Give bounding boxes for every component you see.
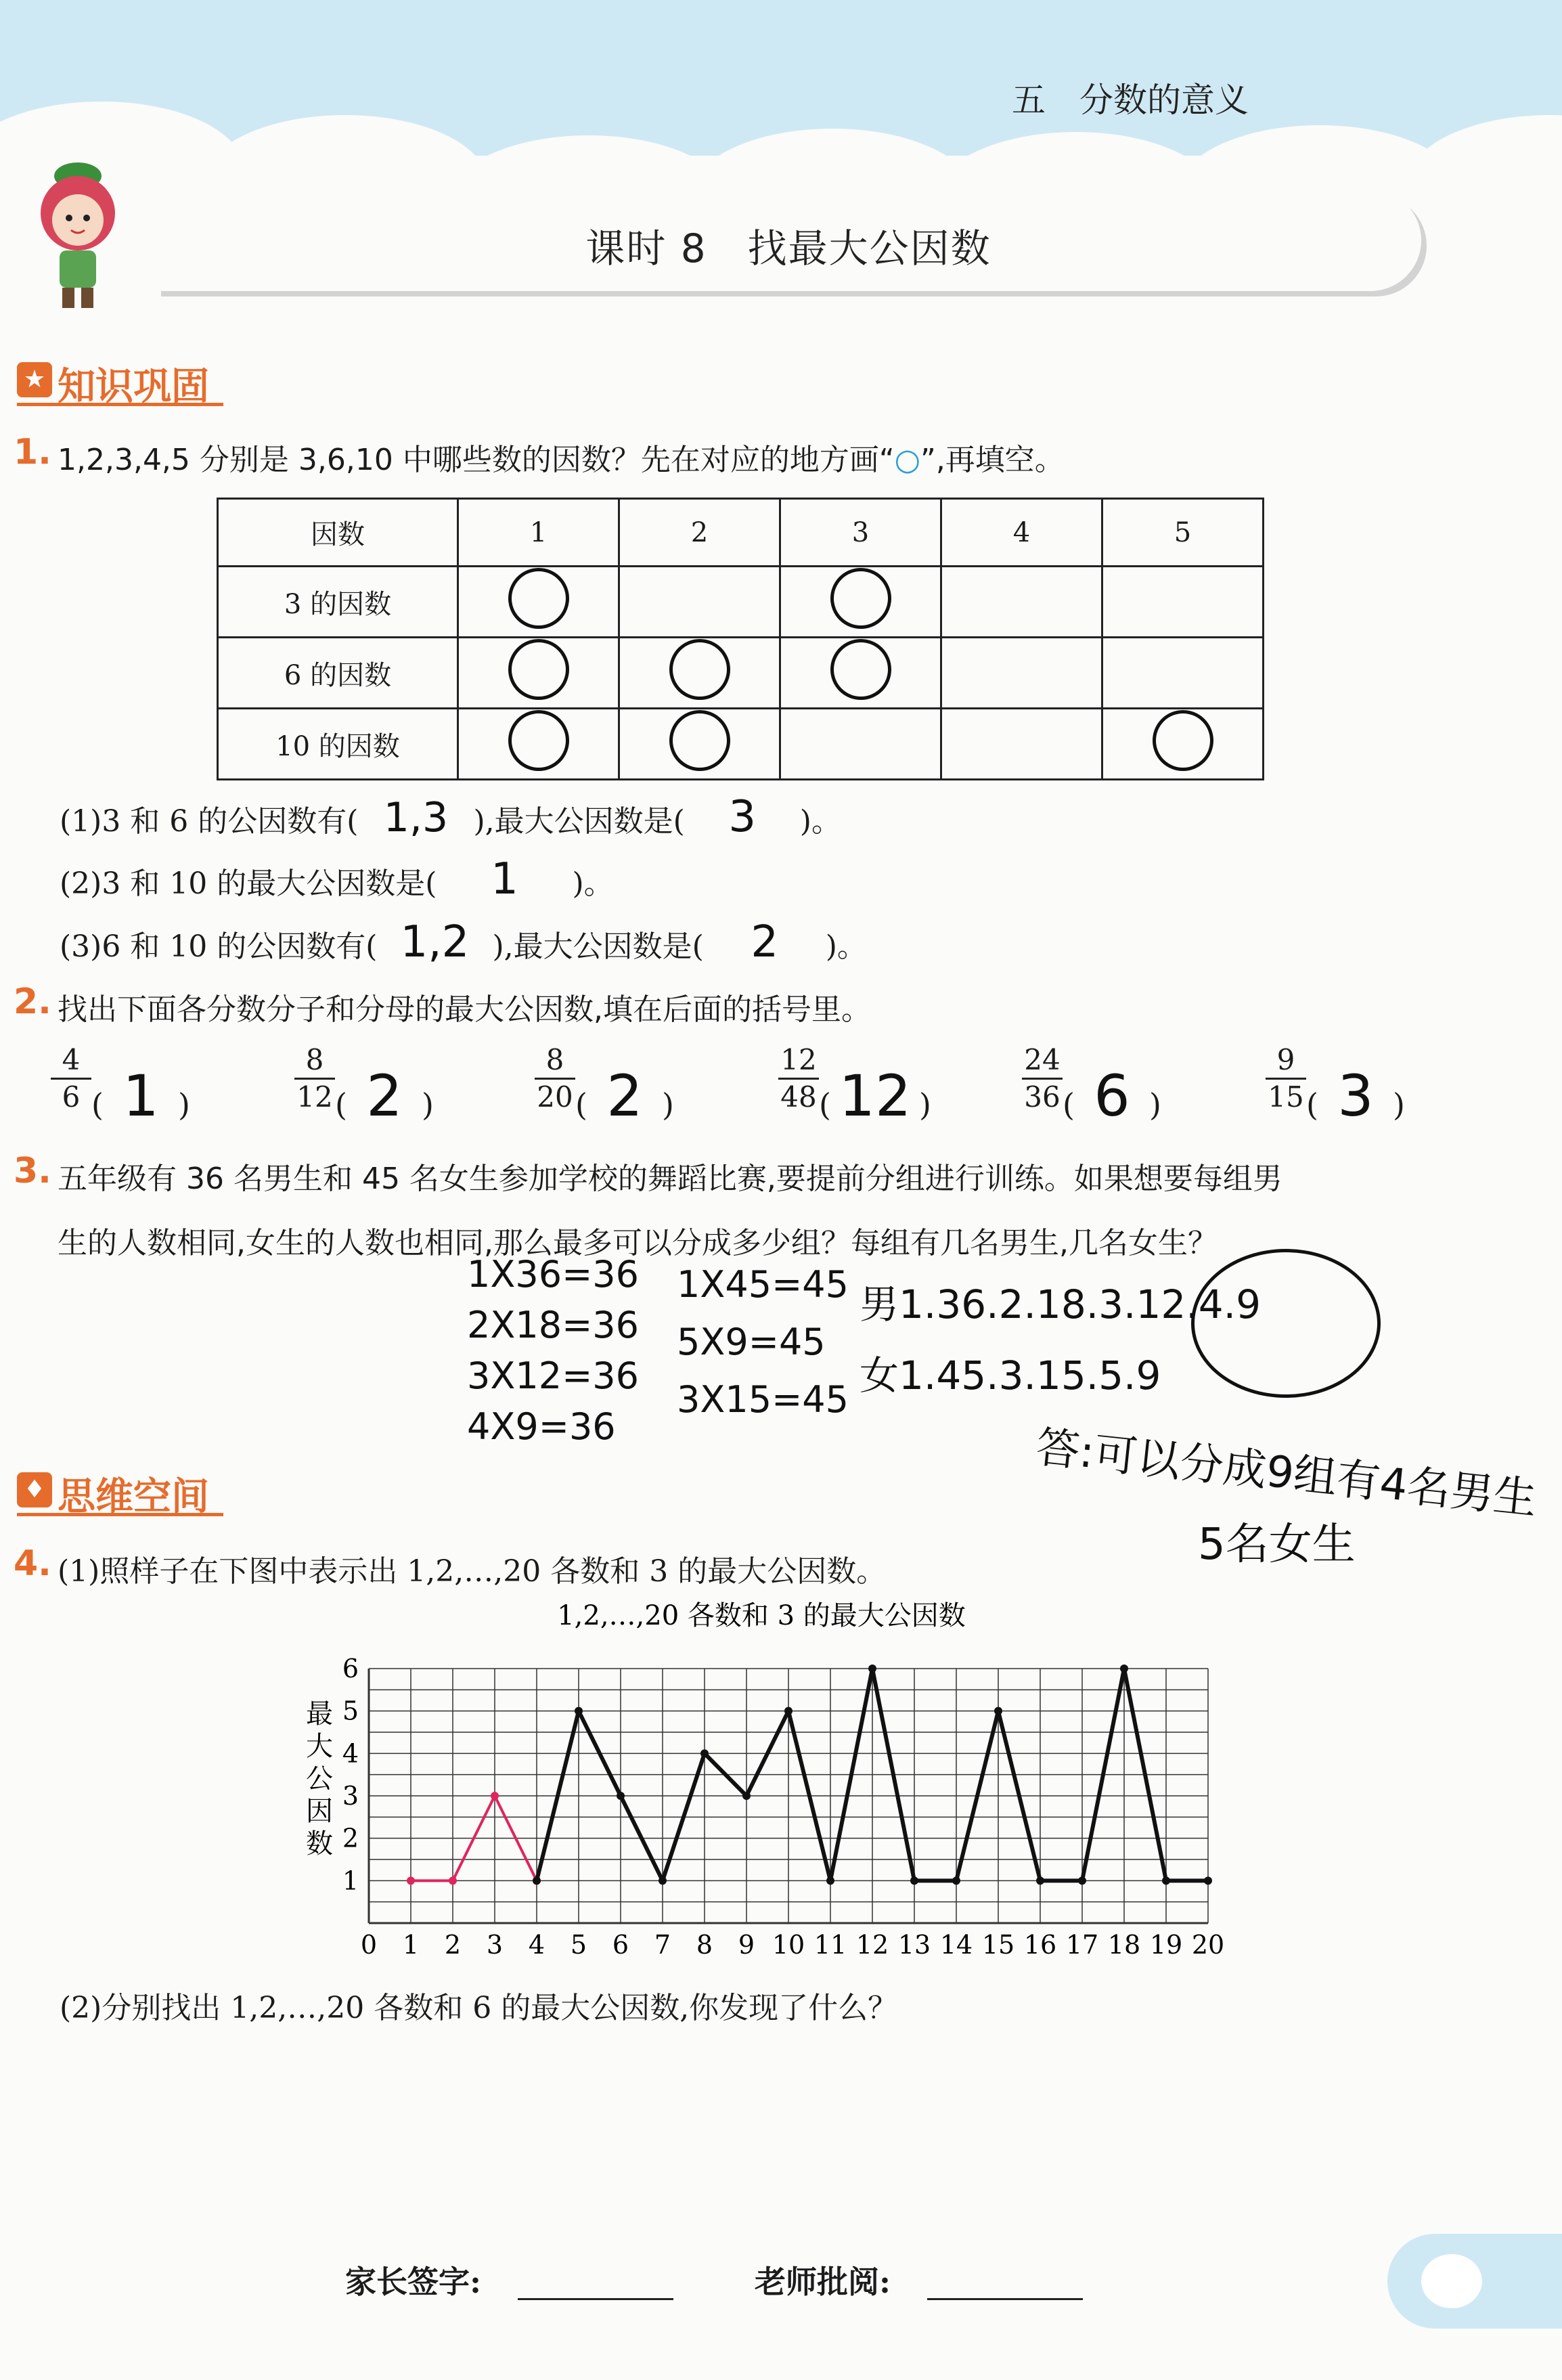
gcd-line-chart (271, 1591, 1252, 1977)
teacher-review-line[interactable] (927, 2298, 1083, 2300)
question-text-tail: ”,再填空。 (920, 443, 1065, 477)
answer-paren: ( 6 ) (1063, 1063, 1161, 1129)
data-point (491, 1792, 499, 1800)
table-header-cell: 2 (619, 499, 780, 567)
y-axis-label-char: 最 (306, 1698, 333, 1729)
circle-mark (508, 568, 569, 629)
x-tick-label: 8 (696, 1930, 713, 1960)
section-tag-knowledge (17, 355, 223, 409)
work-line: 1X45=45 (677, 1263, 849, 1306)
fraction (294, 1042, 335, 1115)
mark-cell[interactable] (619, 567, 780, 638)
table-header-row (218, 499, 1264, 567)
mark-cell[interactable] (619, 638, 780, 709)
table-row (218, 567, 1264, 638)
work-line: 2X18=36 (467, 1304, 640, 1346)
circle-mark (669, 639, 730, 700)
mark-cell[interactable] (780, 567, 941, 638)
handwritten-answer[interactable]: 1,2 (400, 917, 470, 967)
handwritten-answer[interactable]: 2 (366, 1063, 403, 1129)
y-tick-label: 3 (342, 1781, 359, 1811)
table-header-cell: 因数 (218, 499, 458, 567)
y-tick-label: 4 (342, 1738, 359, 1769)
mascot-icon (27, 156, 129, 311)
question-number: 1. (14, 432, 51, 472)
sub-text: ),最大公因数是( (492, 929, 704, 964)
question-text-line2: 生的人数相同,女生的人数也相同,那么最多可以分成多少组？每组有几名男生,几名女生？ (58, 1226, 1218, 1260)
handwritten-answer-line1[interactable]: 答:可以分成9组有4名男生 (1033, 1422, 1540, 1525)
circle-mark (1153, 710, 1213, 771)
work-line: 4X9=36 (467, 1405, 616, 1448)
answer-paren: ( 2 ) (335, 1063, 434, 1129)
mark-cell[interactable] (458, 567, 619, 638)
numerator: 8 (294, 1042, 335, 1080)
page-dot (1421, 2254, 1482, 2308)
section-tag-thinking (17, 1466, 223, 1519)
y-tick-label: 1 (342, 1866, 359, 1896)
data-point (994, 1707, 1002, 1715)
handwritten-answer[interactable]: 2 (606, 1063, 643, 1129)
handwritten-work-girls (677, 1256, 849, 1428)
denominator: 36 (1024, 1080, 1061, 1114)
x-tick-label: 7 (654, 1930, 671, 1960)
data-point (575, 1707, 583, 1715)
table-header-cell: 4 (941, 499, 1102, 567)
fraction (535, 1042, 575, 1115)
circle-mark (508, 639, 569, 700)
star-icon: ★ (17, 362, 52, 397)
question-text (58, 435, 1065, 479)
data-point (910, 1876, 918, 1885)
numerator: 12 (778, 1042, 819, 1080)
unit-title: 五 分数的意义 (1012, 81, 1249, 120)
y-axis-label-char: 大 (306, 1731, 333, 1762)
circle-symbol: ○ (894, 443, 921, 477)
mark-cell[interactable] (1102, 567, 1264, 638)
x-tick-label: 18 (1107, 1930, 1141, 1960)
data-point (617, 1792, 625, 1800)
y-axis-label-char: 因 (306, 1796, 333, 1827)
x-tick-label: 5 (570, 1930, 587, 1960)
x-tick-label: 2 (444, 1930, 462, 1960)
mark-cell[interactable] (780, 709, 941, 780)
question-number: 4. (14, 1543, 51, 1584)
data-point (1162, 1876, 1170, 1885)
lesson-title-bar (156, 190, 1421, 291)
sub-text: (2)3 和 10 的最大公因数是( (60, 866, 437, 901)
denominator: 20 (537, 1080, 573, 1114)
data-point (952, 1876, 960, 1885)
sub-text: ),最大公因数是( (473, 804, 685, 839)
x-tick-label: 10 (772, 1930, 805, 1960)
sub-question-1 (60, 792, 841, 842)
y-axis-label-char: 数 (306, 1828, 333, 1859)
numerator: 4 (51, 1042, 91, 1080)
data-point (1120, 1665, 1128, 1673)
x-tick-label: 6 (612, 1930, 629, 1960)
fraction (1266, 1042, 1306, 1115)
y-axis-label-char: 公 (306, 1763, 333, 1794)
question-text-main: 1,2,3,4,5 分别是 3,6,10 中哪些数的因数？先在对应的地方画“ (58, 443, 895, 477)
x-tick-label: 12 (855, 1930, 889, 1960)
handwritten-girls-factors: 女1.45.3.15.5.9 (860, 1352, 1161, 1398)
denominator: 6 (62, 1080, 81, 1114)
work-line: 3X12=36 (467, 1354, 640, 1397)
parent-sign-label: 家长签字: (345, 2264, 481, 2300)
mark-cell[interactable] (941, 638, 1102, 709)
answer-paren: ( 3 ) (1306, 1063, 1405, 1129)
numerator: 24 (1022, 1042, 1063, 1080)
sub-text: )。 (799, 804, 841, 839)
denominator: 15 (1268, 1080, 1304, 1114)
mark-cell[interactable] (941, 567, 1102, 638)
table-row (218, 709, 1264, 780)
table-header-cell: 5 (1102, 499, 1264, 567)
sub-question-1: (1)照样子在下图中表示出 1,2,…,20 各数和 3 的最大公因数。 (58, 1554, 887, 1589)
answer-paren: ( 1 ) (91, 1063, 190, 1129)
handwritten-answer[interactable]: 2 (751, 917, 779, 967)
x-tick-label: 4 (528, 1930, 545, 1960)
sub-question-2: (2)分别找出 1,2,…,20 各数和 6 的最大公因数,你发现了什么？ (60, 1991, 898, 2025)
mark-cell[interactable] (458, 709, 619, 780)
work-line: 1X36=36 (467, 1253, 640, 1296)
sub-text: )。 (572, 866, 614, 901)
sub-text: )。 (825, 929, 867, 964)
mark-cell[interactable] (780, 638, 941, 709)
factor-table (217, 498, 1264, 780)
y-tick-label: 6 (342, 1654, 359, 1683)
fraction (778, 1042, 819, 1115)
data-point (407, 1876, 415, 1885)
sub-question-2 (60, 854, 614, 904)
numerator: 8 (535, 1042, 575, 1080)
handwritten-answer[interactable]: 1 (122, 1063, 159, 1129)
x-tick-label: 9 (738, 1930, 755, 1960)
row-label: 6 的因数 (218, 638, 458, 709)
handwritten-boys-factors: 男1.36.2.18.3.12.4.9 (860, 1281, 1261, 1327)
sub-question-3 (60, 917, 867, 967)
handwritten-answer[interactable]: 1 (491, 854, 518, 904)
mark-cell[interactable] (1102, 709, 1264, 780)
circle-mark (830, 568, 891, 629)
mark-cell[interactable] (619, 709, 780, 780)
x-tick-label: 11 (813, 1930, 847, 1960)
data-point (826, 1876, 834, 1885)
question-number: 3. (14, 1151, 51, 1191)
x-tick-label: 0 (360, 1930, 378, 1960)
handwritten-answer[interactable]: 3 (1337, 1063, 1374, 1129)
page-badge (1387, 2234, 1562, 2329)
handwritten-answer[interactable]: 6 (1094, 1063, 1130, 1129)
section-title: 知识巩固 (58, 365, 209, 409)
question-text: 找出下面各分数分子和分母的最大公因数,填在后面的括号里。 (58, 992, 871, 1027)
chart-title: 1,2,…,20 各数和 3 的最大公因数 (557, 1600, 966, 1631)
handwritten-circle (1191, 1249, 1381, 1398)
handwritten-answer[interactable]: 3 (728, 792, 757, 842)
data-point (1204, 1876, 1212, 1885)
handwritten-work-boys (467, 1249, 639, 1452)
y-tick-label: 2 (342, 1823, 359, 1853)
chart-y-label (306, 1698, 333, 1859)
data-point (700, 1749, 709, 1757)
data-point (868, 1665, 876, 1673)
section-title: 思维空间 (58, 1475, 209, 1519)
x-tick-label: 20 (1191, 1930, 1225, 1960)
work-line: 5X9=45 (677, 1321, 826, 1363)
row-label: 3 的因数 (218, 567, 458, 638)
question-number: 2. (14, 982, 51, 1022)
table-row (218, 638, 1264, 709)
data-point (742, 1792, 751, 1800)
row-label: 10 的因数 (218, 709, 458, 780)
circle-mark (508, 710, 569, 771)
numerator: 9 (1266, 1042, 1306, 1080)
circle-mark (830, 639, 891, 700)
work-line: 3X15=45 (677, 1378, 849, 1421)
mark-cell[interactable] (1102, 638, 1264, 709)
x-tick-label: 16 (1023, 1930, 1057, 1960)
answer-paren: ( 2 ) (575, 1063, 674, 1129)
x-tick-label: 1 (402, 1930, 420, 1960)
data-point (533, 1876, 541, 1885)
x-tick-label: 13 (897, 1930, 931, 1960)
mark-cell[interactable] (941, 709, 1102, 780)
data-point (1078, 1876, 1086, 1885)
sub-text: (3)6 和 10 的公因数有( (60, 929, 378, 964)
denominator: 48 (780, 1080, 817, 1114)
data-point (659, 1876, 667, 1885)
sub-text: (1)3 和 6 的公因数有( (60, 804, 359, 839)
x-tick-label: 3 (486, 1930, 504, 1960)
data-point (1036, 1876, 1044, 1885)
teacher-review-label: 老师批阅: (755, 2264, 891, 2300)
parent-sign-line[interactable] (518, 2298, 673, 2300)
lesson-title: 课时 8 找最大公因数 (585, 225, 991, 271)
denominator: 12 (296, 1080, 333, 1114)
data-point (449, 1876, 457, 1885)
fraction (1022, 1042, 1063, 1115)
x-tick-label: 17 (1065, 1930, 1099, 1960)
circle-mark (669, 710, 730, 771)
y-tick-label: 5 (342, 1696, 359, 1726)
table-header-cell: 1 (458, 499, 619, 567)
x-tick-label: 19 (1149, 1930, 1183, 1960)
x-tick-label: 14 (939, 1930, 973, 1960)
table-header-cell: 3 (780, 499, 941, 567)
fraction (51, 1042, 91, 1115)
handwritten-answer[interactable]: 1,3 (383, 794, 449, 841)
data-point (784, 1707, 793, 1715)
answer-paren: ( 12 ) (819, 1063, 931, 1129)
handwritten-answer-line2[interactable]: 5名女生 (1198, 1520, 1356, 1570)
bulb-icon: ♦ (17, 1472, 52, 1507)
mark-cell[interactable] (458, 638, 619, 709)
x-tick-label: 15 (981, 1930, 1015, 1960)
handwritten-answer[interactable]: 12 (839, 1063, 912, 1129)
chart-ticks (342, 1654, 1224, 1960)
question-text-line1: 五年级有 36 名男生和 45 名女生参加学校的舞蹈比赛,要提前分组进行训练。如果想要每组男 (58, 1162, 1282, 1196)
